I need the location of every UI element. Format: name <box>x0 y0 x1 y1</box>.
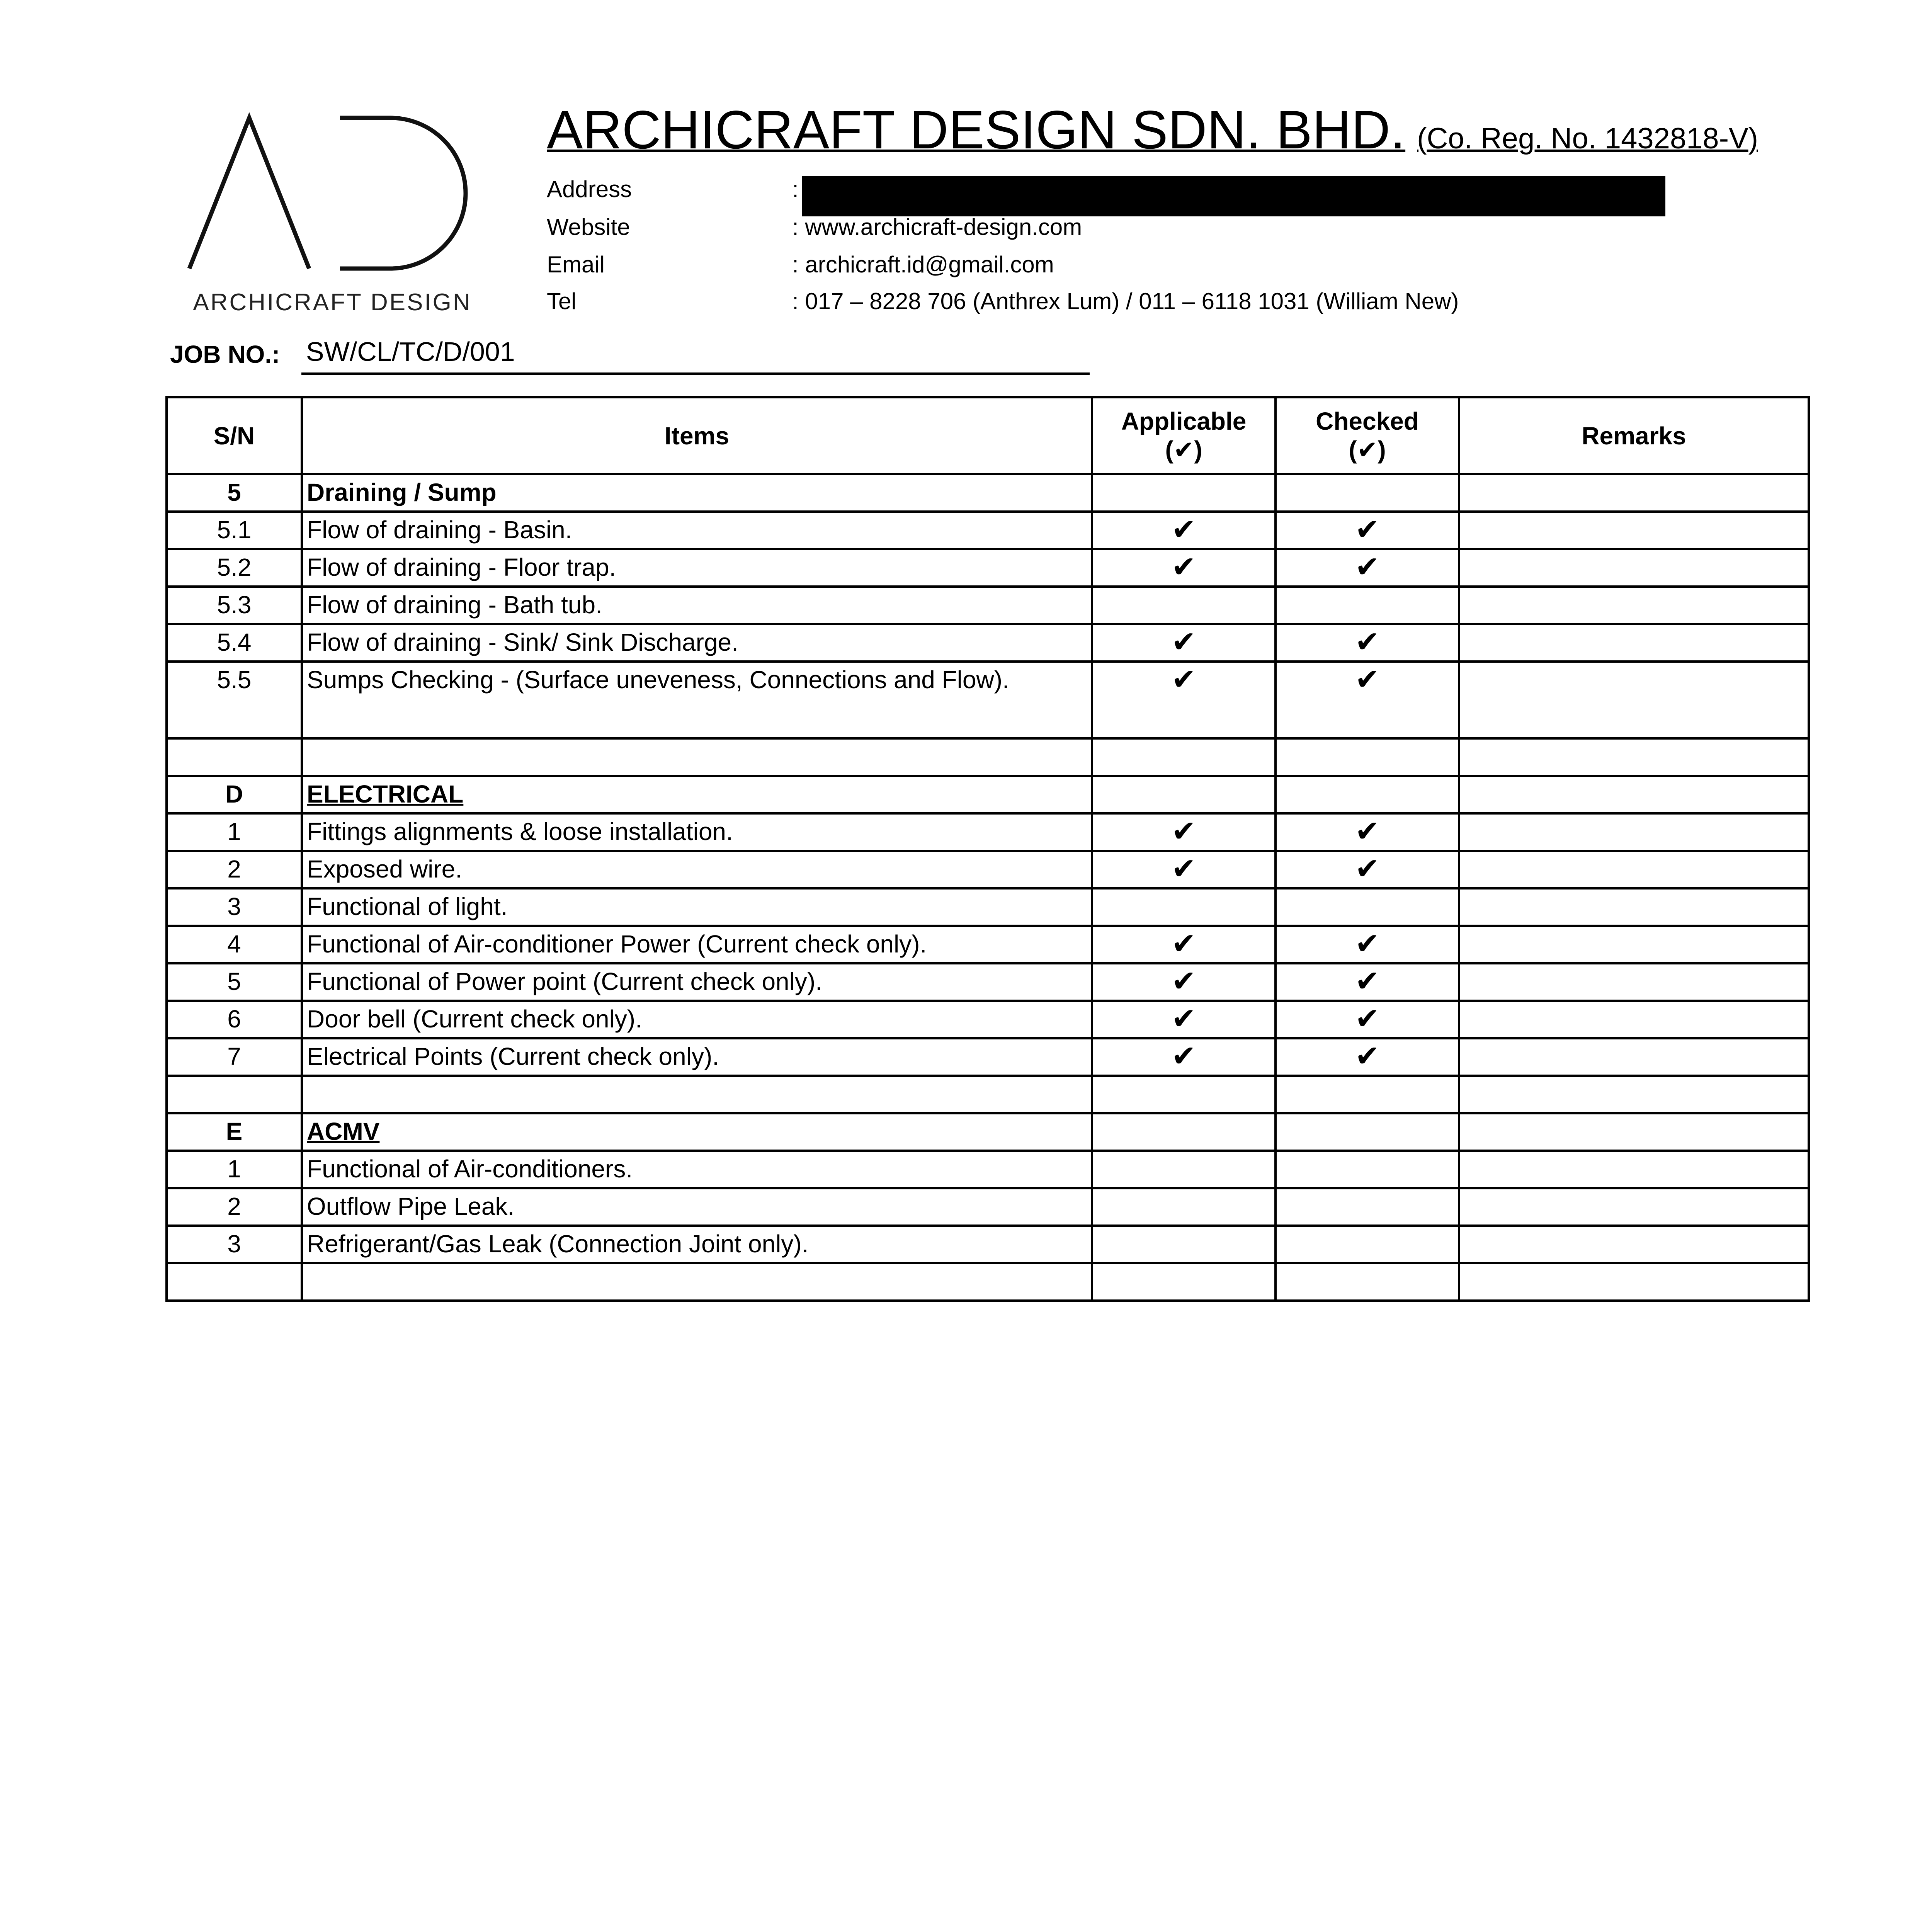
table-row <box>167 851 1809 888</box>
sn-cell: 4 <box>167 926 302 963</box>
table-row <box>167 1226 1809 1263</box>
checked-cell <box>1276 1226 1459 1263</box>
remarks-cell <box>1459 851 1809 888</box>
website-label: Website <box>547 214 630 240</box>
item-cell: Functional of Power point (Current check only). <box>302 963 1092 1001</box>
remarks-cell <box>1459 1076 1809 1113</box>
sn-cell: 1 <box>167 813 302 851</box>
item-cell: Door bell (Current check only). <box>302 1001 1092 1038</box>
remarks-cell <box>1459 662 1809 738</box>
checked-cell <box>1276 1076 1459 1113</box>
column-header-items: Items <box>302 397 1092 474</box>
applicable-cell: ✔ <box>1092 1038 1276 1076</box>
remarks-cell <box>1459 1038 1809 1076</box>
applicable-cell <box>1092 1188 1276 1226</box>
item-cell: Fittings alignments & loose installation. <box>302 813 1092 851</box>
table-row <box>167 587 1809 624</box>
table-header-row <box>167 397 1809 474</box>
sn-cell: D <box>167 776 302 813</box>
sn-cell <box>167 738 302 776</box>
sn-cell <box>167 1263 302 1301</box>
table-row <box>167 888 1809 926</box>
applicable-header-label: Applicable <box>1121 407 1247 435</box>
item-cell <box>302 738 1092 776</box>
table-row <box>167 549 1809 587</box>
checked-cell <box>1276 474 1459 512</box>
table-row <box>167 926 1809 963</box>
applicable-cell: ✔ <box>1092 963 1276 1001</box>
table-row <box>167 1151 1809 1188</box>
sn-cell: E <box>167 1113 302 1151</box>
applicable-cell: ✔ <box>1092 813 1276 851</box>
table-row <box>167 813 1809 851</box>
table-row <box>167 474 1809 512</box>
item-cell <box>302 1263 1092 1301</box>
ad-monogram-icon <box>182 110 483 280</box>
checked-cell: ✔ <box>1276 512 1459 549</box>
item-cell: Flow of draining - Floor trap. <box>302 549 1092 587</box>
item-cell: Electrical Points (Current check only). <box>302 1038 1092 1076</box>
section-heading: ACMV <box>307 1117 380 1145</box>
remarks-cell <box>1459 1001 1809 1038</box>
column-header-checked <box>1276 397 1459 474</box>
checked-cell: ✔ <box>1276 1001 1459 1038</box>
checked-cell <box>1276 587 1459 624</box>
applicable-cell <box>1092 776 1276 813</box>
checked-header-label: Checked <box>1316 407 1419 435</box>
checked-cell: ✔ <box>1276 662 1459 738</box>
table-row <box>167 1263 1809 1301</box>
applicable-cell: ✔ <box>1092 512 1276 549</box>
checked-cell <box>1276 738 1459 776</box>
table-row <box>167 963 1809 1001</box>
sn-cell: 2 <box>167 851 302 888</box>
item-cell: Functional of Air-conditioner Power (Current check only). <box>302 926 1092 963</box>
checked-cell <box>1276 776 1459 813</box>
tel-label: Tel <box>547 288 577 314</box>
remarks-cell <box>1459 624 1809 662</box>
sn-cell: 5.3 <box>167 587 302 624</box>
checked-cell <box>1276 1151 1459 1188</box>
applicable-cell <box>1092 474 1276 512</box>
section-heading: Draining / Sump <box>307 478 497 506</box>
table-row <box>167 776 1809 813</box>
job-number-label: JOB NO.: <box>170 340 280 368</box>
section-heading: ELECTRICAL <box>307 780 464 808</box>
checked-cell: ✔ <box>1276 813 1459 851</box>
address-value: : <box>792 176 799 202</box>
table-row <box>167 662 1809 738</box>
applicable-cell: ✔ <box>1092 662 1276 738</box>
applicable-cell <box>1092 888 1276 926</box>
sn-cell: 7 <box>167 1038 302 1076</box>
inspection-checklist-table <box>165 396 1810 1302</box>
item-cell: Outflow Pipe Leak. <box>302 1188 1092 1226</box>
item-cell <box>302 776 1092 813</box>
redacted-address <box>802 176 1665 216</box>
table-row <box>167 1038 1809 1076</box>
table-row <box>167 1001 1809 1038</box>
item-cell: Flow of draining - Bath tub. <box>302 587 1092 624</box>
sn-cell: 2 <box>167 1188 302 1226</box>
applicable-cell: ✔ <box>1092 624 1276 662</box>
checked-cell <box>1276 1113 1459 1151</box>
table-body <box>167 474 1809 1301</box>
applicable-cell: ✔ <box>1092 1001 1276 1038</box>
checked-cell: ✔ <box>1276 624 1459 662</box>
checked-cell: ✔ <box>1276 1038 1459 1076</box>
remarks-cell <box>1459 926 1809 963</box>
checked-header-mark: (✔) <box>1349 436 1386 464</box>
applicable-cell <box>1092 587 1276 624</box>
remarks-cell <box>1459 474 1809 512</box>
email-value: : archicraft.id@gmail.com <box>792 252 1054 277</box>
checked-cell: ✔ <box>1276 926 1459 963</box>
checked-cell: ✔ <box>1276 549 1459 587</box>
applicable-cell <box>1092 1076 1276 1113</box>
company-name <box>547 99 1758 161</box>
website-value: : www.archicraft-design.com <box>792 214 1082 240</box>
remarks-cell <box>1459 813 1809 851</box>
applicable-cell <box>1092 1226 1276 1263</box>
table-row <box>167 1076 1809 1113</box>
email-label: Email <box>547 252 605 277</box>
logo-caption: ARCHICRAFT DESIGN <box>193 289 472 316</box>
tel-value: : 017 – 8228 706 (Anthrex Lum) / 011 – 6118 1031 (William New) <box>792 288 1459 314</box>
sn-cell: 1 <box>167 1151 302 1188</box>
item-cell: Functional of Air-conditioners. <box>302 1151 1092 1188</box>
column-header-remarks: Remarks <box>1459 397 1809 474</box>
remarks-cell <box>1459 1263 1809 1301</box>
item-cell: Exposed wire. <box>302 851 1092 888</box>
item-cell: Sumps Checking - (Surface uneveness, Connections and Flow). <box>302 662 1092 738</box>
applicable-cell <box>1092 738 1276 776</box>
item-cell: Refrigerant/Gas Leak (Connection Joint only). <box>302 1226 1092 1263</box>
checked-cell: ✔ <box>1276 963 1459 1001</box>
applicable-cell: ✔ <box>1092 851 1276 888</box>
column-header-applicable <box>1092 397 1276 474</box>
applicable-cell: ✔ <box>1092 549 1276 587</box>
remarks-cell <box>1459 587 1809 624</box>
checked-cell: ✔ <box>1276 851 1459 888</box>
sn-cell: 5.2 <box>167 549 302 587</box>
column-header-sn: S/N <box>167 397 302 474</box>
company-logo <box>182 110 483 319</box>
remarks-cell <box>1459 1188 1809 1226</box>
address-label: Address <box>547 176 632 202</box>
applicable-cell <box>1092 1113 1276 1151</box>
sn-cell: 3 <box>167 1226 302 1263</box>
checked-cell <box>1276 1188 1459 1226</box>
company-reg-number: (Co. Reg. No. 1432818-V) <box>1417 122 1758 155</box>
applicable-cell <box>1092 1263 1276 1301</box>
table-row <box>167 624 1809 662</box>
item-cell: Flow of draining - Sink/ Sink Discharge. <box>302 624 1092 662</box>
remarks-cell <box>1459 888 1809 926</box>
sn-cell <box>167 1076 302 1113</box>
sn-cell: 6 <box>167 1001 302 1038</box>
applicable-header-mark: (✔) <box>1165 436 1202 464</box>
job-number-value: SW/CL/TC/D/001 <box>301 336 1090 375</box>
item-cell <box>302 1076 1092 1113</box>
remarks-cell <box>1459 1113 1809 1151</box>
remarks-cell <box>1459 512 1809 549</box>
remarks-cell <box>1459 549 1809 587</box>
company-name-text: ARCHICRAFT DESIGN SDN. BHD. <box>547 99 1406 160</box>
applicable-cell: ✔ <box>1092 926 1276 963</box>
table-row <box>167 512 1809 549</box>
checked-cell <box>1276 888 1459 926</box>
remarks-cell <box>1459 963 1809 1001</box>
remarks-cell <box>1459 738 1809 776</box>
sn-cell: 5.4 <box>167 624 302 662</box>
sn-cell: 3 <box>167 888 302 926</box>
table-row <box>167 738 1809 776</box>
sn-cell: 5.1 <box>167 512 302 549</box>
remarks-cell <box>1459 1151 1809 1188</box>
item-cell: Flow of draining - Basin. <box>302 512 1092 549</box>
sn-cell: 5.5 <box>167 662 302 738</box>
checked-cell <box>1276 1263 1459 1301</box>
item-cell <box>302 1113 1092 1151</box>
sn-cell: 5 <box>167 474 302 512</box>
remarks-cell <box>1459 776 1809 813</box>
item-cell: Functional of light. <box>302 888 1092 926</box>
table-row <box>167 1188 1809 1226</box>
item-cell <box>302 474 1092 512</box>
applicable-cell <box>1092 1151 1276 1188</box>
sn-cell: 5 <box>167 963 302 1001</box>
remarks-cell <box>1459 1226 1809 1263</box>
table-row <box>167 1113 1809 1151</box>
